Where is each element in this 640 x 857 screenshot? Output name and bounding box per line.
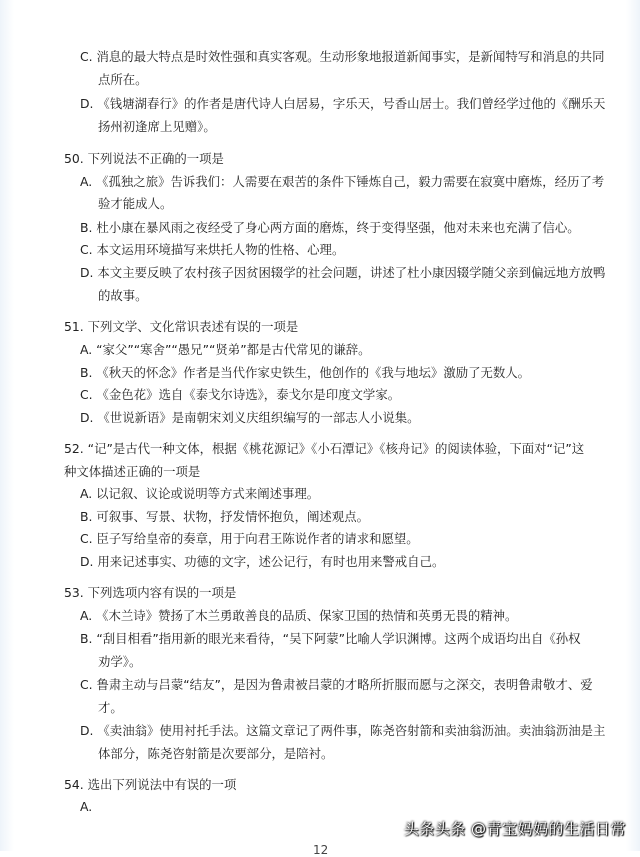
- option-49d: D. 《钱塘湖春行》的作者是唐代诗人白居易，字乐天，号香山居士。我们曾经学过他的《酬乐天: [80, 96, 606, 111]
- option-51a: A. “家父”“寒舍”“愚兄”“贤弟”都是古代常见的谦辞。: [80, 342, 371, 357]
- question-52-cont: 种文体描述正确的一项是: [64, 464, 201, 479]
- option-53c-cont: 才。: [98, 700, 123, 715]
- question-51: 51. 下列文学、文化常识表述有误的一项是: [64, 319, 299, 334]
- option-50b: B. 杜小康在暴风雨之夜经受了身心两方面的磨炼，终于变得坚强，他对未来也充满了信心。: [80, 220, 580, 235]
- option-50d: D. 本文主要反映了农村孩子因贫困辍学的社会问题，讲述了杜小康因辍学随父亲到偏远地方放鸭: [80, 265, 606, 280]
- option-49d-cont: 扬州初逢席上见赠》。: [98, 119, 216, 134]
- option-50a: A. 《孤独之旅》告诉我们：人需要在艰苦的条件下锤炼自己，毅力需要在寂寞中磨炼，经历了考: [80, 174, 605, 189]
- option-52c: C. 臣子写给皇帝的奏章，用于向君王陈说作者的请求和愿望。: [80, 531, 419, 546]
- option-52d: D. 用来记述事实、功德的文字，述公记行，有时也用来警戒自己。: [80, 554, 445, 569]
- question-53: 53. 下列选项内容有误的一项是: [64, 585, 237, 600]
- option-49c: C. 消息的最大特点是时效性强和真实客观。生动形象地报道新闻事实，是新闻特写和消息的共同: [80, 49, 605, 64]
- option-51c: C. 《金色花》选自《泰戈尔诗选》，泰戈尔是印度文学家。: [80, 387, 401, 402]
- option-54a: A.: [80, 799, 93, 814]
- option-52a: A. 以记叙、议论或说明等方式来阐述事理。: [80, 486, 320, 501]
- option-53b: B. “刮目相看”指用新的眼光来看待，“吴下阿蒙”比喻人学识渊博。这两个成语均出自《孙权: [80, 631, 581, 646]
- option-49c-cont: 点所在。: [98, 72, 148, 87]
- page-number: 12: [313, 843, 329, 857]
- option-53d-cont: 体部分，陈尧咨射箭是次要部分，是陪衬。: [98, 746, 334, 761]
- option-50c: C. 本文运用环境描写来烘托人物的性格、心理。: [80, 242, 345, 257]
- option-53c: C. 鲁肃主动与吕蒙“结友”，是因为鲁肃被吕蒙的才略所折服而愿与之深交，表明鲁肃敬才、爱: [80, 677, 593, 692]
- watermark: 头条头条 @青宝妈妈的生活日常: [403, 820, 626, 838]
- option-50a-cont: 验才能成人。: [98, 196, 173, 211]
- option-53b-cont: 劝学》。: [98, 654, 142, 669]
- question-54: 54. 选出下列说法中有误的一项: [64, 777, 237, 792]
- option-50d-cont: 的故事。: [98, 288, 148, 303]
- option-53d: D. 《卖油翁》使用衬托手法。这篇文章记了两件事，陈尧咨射箭和卖油翁沥油。卖油翁沥油是主: [80, 723, 606, 738]
- option-52b: B. 可叙事、写景、状物，抒发情怀抱负，阐述观点。: [80, 509, 369, 524]
- option-51b: B. 《秋天的怀念》作者是当代作家史铁生，他创作的《我与地坛》激励了无数人。: [80, 365, 531, 380]
- question-52: 52. “记”是古代一种文体，根据《桃花源记》《小石潭记》《核舟记》的阅读体验，下面对“记”这: [64, 441, 585, 456]
- question-50: 50. 下列说法不正确的一项是: [64, 151, 224, 166]
- option-51d: D. 《世说新语》是南朝宋刘义庆组织编写的一部志人小说集。: [80, 410, 420, 425]
- option-53a: A. 《木兰诗》赞扬了木兰勇敢善良的品质、保家卫国的热情和英勇无畏的精神。: [80, 608, 518, 623]
